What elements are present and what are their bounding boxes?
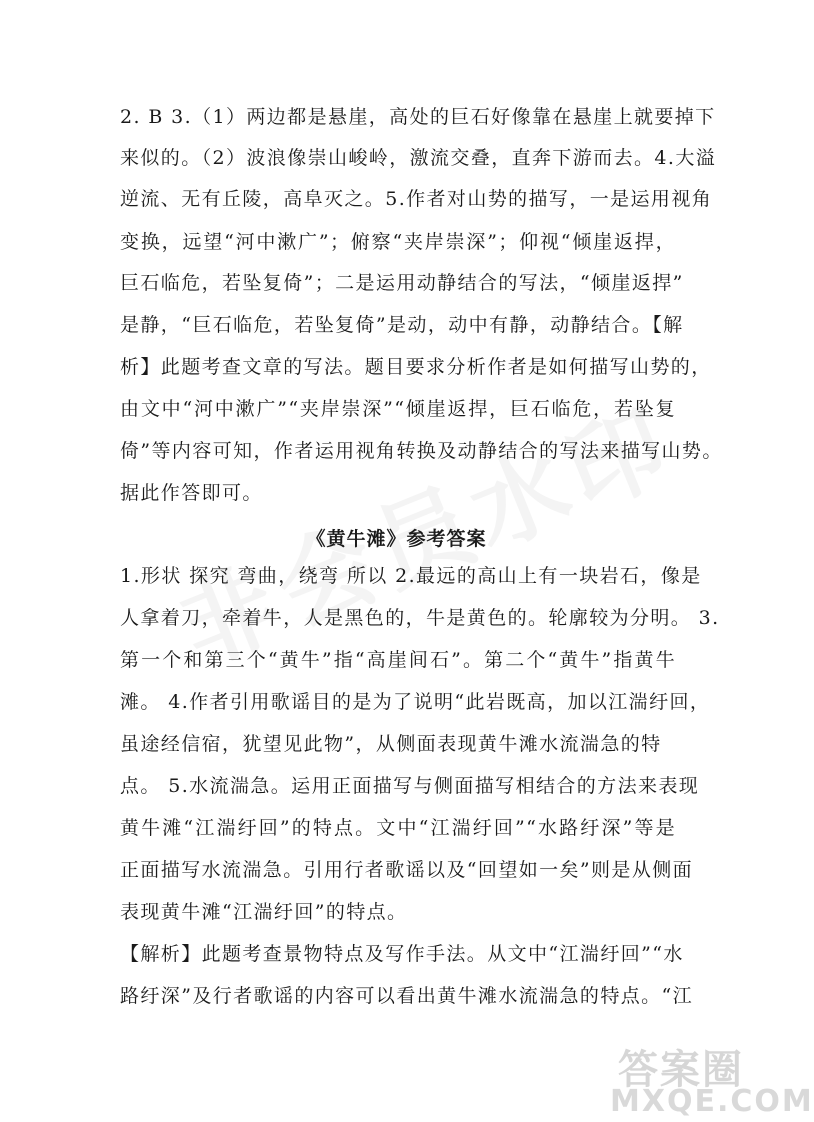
text-line: 正面描写水流湍急。引用行者歌谣以及“回望如一矣”则是从侧面 [120, 859, 694, 881]
text-line: 【解析】此题考查景物特点及写作手法。从文中“江湍纡回”“水 [120, 943, 684, 965]
text-line: 滩。 4.作者引用歌谣目的是为了说明“此岩既高，加以江湍纡回， [120, 691, 711, 713]
text-line: 倚”等内容可知，作者运用视角转换及动静结合的写法来描写山势。 [120, 440, 723, 462]
text-line: 变换，远望“河中漱广”；俯察“夹岸崇深”；仰视“倾崖返捍， [120, 231, 676, 253]
text-line: 点。 5.水流湍急。运用正面描写与侧面描写相结合的方法来表现 [120, 775, 700, 797]
text-line: 第一个和第三个“黄牛”指“高崖间石”。第二个“黄牛”指黄牛 [120, 649, 676, 671]
text-line: 虽途经信宿，犹望见此物”，从侧面表现黄牛滩水流湍急的特 [120, 733, 662, 755]
text-line: 人拿着刀，牵着牛，人是黑色的，牛是黄色的。轮廓较为分明。 3. [120, 607, 720, 629]
text-line: 逆流、无有丘陵，高阜灭之。5.作者对山势的描写，一是运用视角 [120, 188, 713, 210]
text-line: 表现黄牛滩“江湍纡回”的特点。 [120, 901, 408, 923]
logo-top-text: 答案圈 [618, 1047, 744, 1093]
logo-bottom-text: MXQE.COM [610, 1084, 814, 1119]
text-line: 是静，“巨石临危，若坠复倚”是动，动中有静，动静结合。【解 [120, 314, 684, 336]
text-line: 黄牛滩“江湍纡回”的特点。文中“江湍纡回”“水路纡深”等是 [120, 817, 676, 839]
text-line: 据此作答即可。 [120, 482, 263, 504]
site-logo [600, 1038, 814, 1119]
section-title: 《黄牛滩》参考答案 [306, 528, 487, 550]
text-line: 析】此题考查文章的写法。题目要求分析作者是如何描写山势的， [120, 356, 712, 378]
text-line: 由文中“河中漱广”“夹岸崇深”“倾崖返捍，巨石临危，若坠复 [120, 398, 676, 420]
text-line: 路纡深”及行者歌谣的内容可以看出黄牛滩水流湍急的特点。“江 [120, 985, 694, 1007]
text-line: 1.形状 探究 弯曲，绕弯 所以 2.最远的高山上有一块岩石，像是 [120, 565, 702, 587]
text-line: 巨石临危，若坠复倚”；二是运用动静结合的写法，“倾崖返捍” [120, 272, 684, 294]
text-line: 来似的。（2）波浪像崇山峻岭，激流交叠，直奔下游而去。4.大溢 [120, 147, 717, 169]
text-line: 2. B 3.（1）两边都是悬崖，高处的巨石好像靠在悬崖上就要掉下 [120, 106, 716, 128]
